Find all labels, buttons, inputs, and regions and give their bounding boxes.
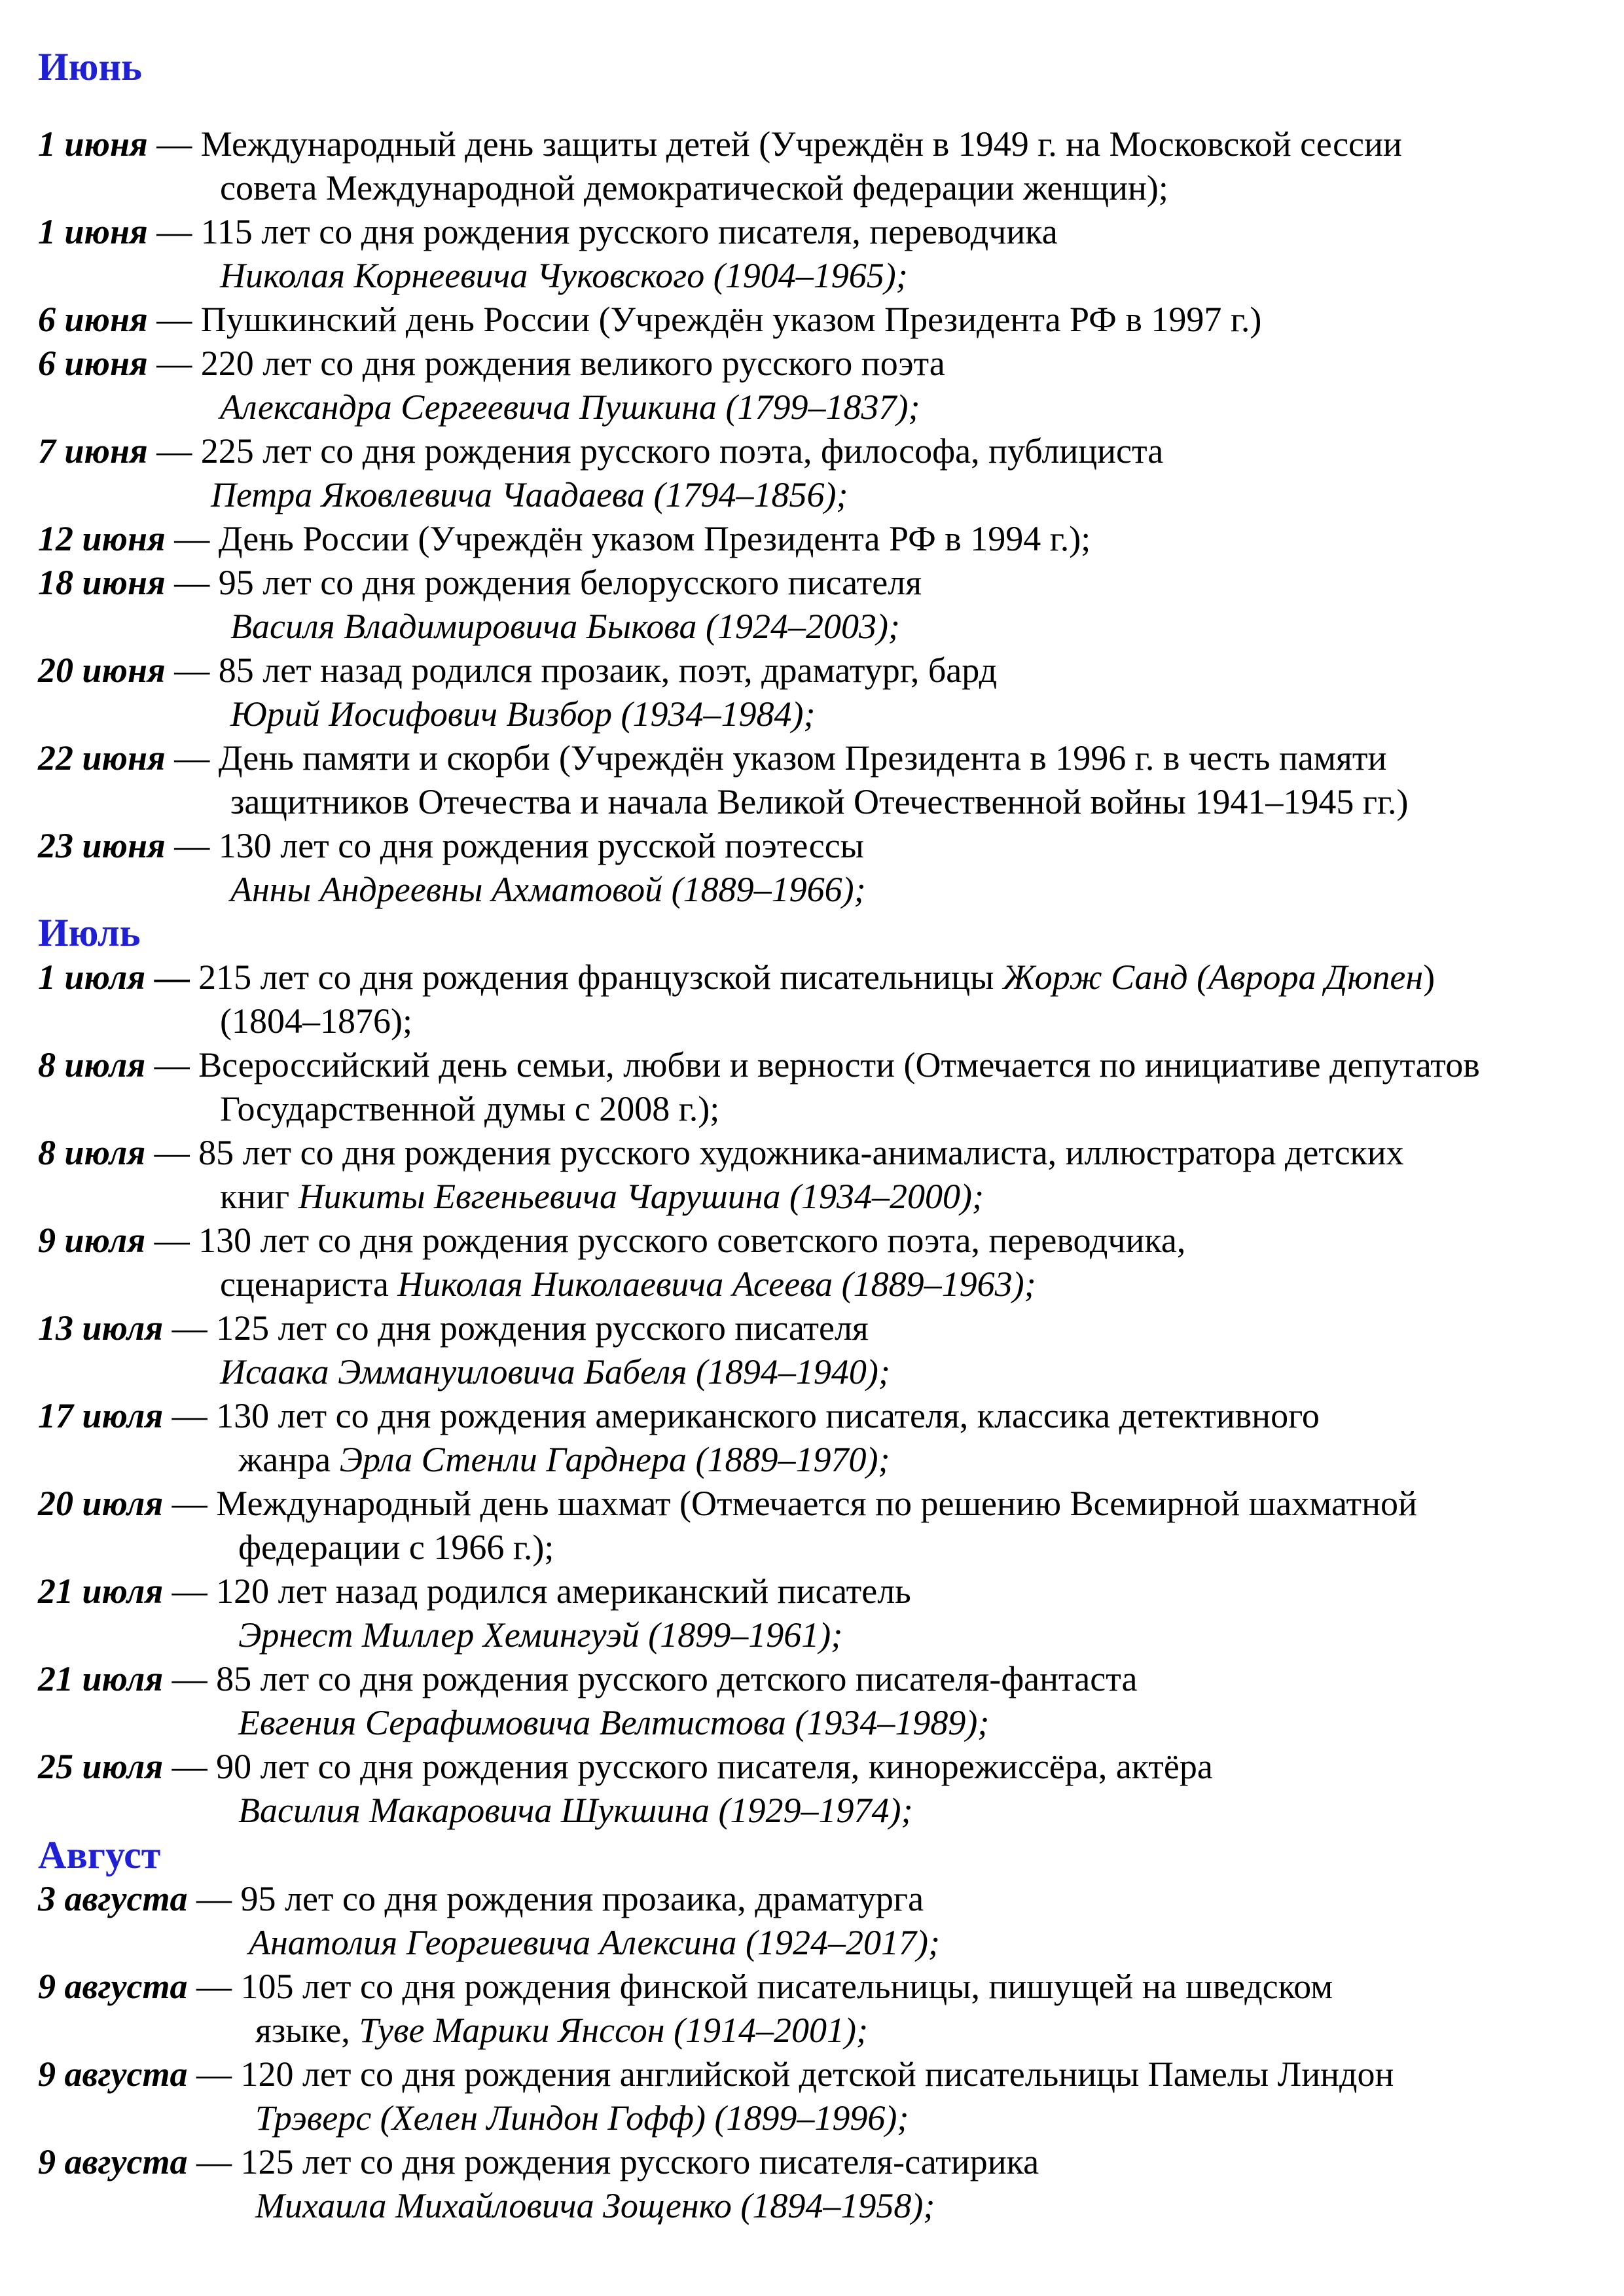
list-item: 1 июня — 115 лет со дня рождения русского писателя, переводчика Николая Корнеевича Чуковского (1904–1965); <box>38 212 1058 295</box>
event-text: День России (Учреждён указом Президента РФ в 1994 г.); <box>218 519 1091 558</box>
event-date: 13 июля <box>38 1308 164 1348</box>
person-name: Василя Владимировича Быкова (1924–2003); <box>230 607 900 646</box>
event-text-cont: федерации с 1966 г.); <box>238 1528 554 1567</box>
event-text: День памяти и скорби (Учреждён указом Президента в 1996 г. в честь памяти <box>218 738 1387 778</box>
list-item: 20 июня — 85 лет назад родился прозаик, поэт, драматург, бард Юрий Иосифович Визбор (1934–1984); <box>38 651 998 734</box>
event-date: 6 июня <box>38 344 148 383</box>
event-date: 1 июня <box>38 124 148 164</box>
event-text: 85 лет назад родился прозаик, поэт, драматург, бард <box>218 651 998 690</box>
event-date: 7 июня <box>38 431 148 471</box>
list-item: 1 июня — Международный день защиты детей (Учреждён в 1949 г. на Московской сессии совета Международной демократической федерации женщин); <box>38 124 1402 207</box>
event-text-cont: сценариста <box>220 1265 398 1304</box>
event-text: 220 лет со дня рождения великого русского поэта <box>200 344 945 383</box>
list-item: 18 июня — 95 лет со дня рождения белорусского писателя Василя Владимировича Быкова (1924–2003); <box>38 563 922 646</box>
event-text-cont: жанра <box>238 1440 340 1479</box>
event-date: 9 августа <box>38 2054 188 2094</box>
event-date: 12 июня <box>38 519 166 558</box>
event-date: 9 августа <box>38 1967 188 2006</box>
event-date: 25 июля <box>38 1747 164 1786</box>
month-heading-june: Июнь <box>38 45 142 88</box>
event-date: 3 августа <box>38 1879 188 1918</box>
list-item: 9 июля — 130 лет со дня рождения русского советского поэта, переводчика, сценариста Николая Николаевича Асеева (1889–1963); <box>38 1221 1186 1304</box>
event-text: 85 лет со дня рождения русского детского писателя-фантаста <box>216 1659 1138 1698</box>
list-item: 21 июля — 120 лет назад родился американский писатель Эрнест Миллер Хемингуэй (1899–1961); <box>38 1571 911 1655</box>
event-date: 9 августа <box>38 2142 188 2181</box>
event-text: Международный день защиты детей (Учреждён в 1949 г. на Московской сессии <box>200 124 1402 164</box>
person-name: Анны Андреевны Ахматовой (1889–1966); <box>230 870 866 909</box>
event-text: 85 лет со дня рождения русского художника-анималиста, иллюстратора детских <box>198 1133 1404 1172</box>
person-name: Эрнест Миллер Хемингуэй (1899–1961); <box>238 1615 843 1655</box>
event-text: Всероссийский день семьи, любви и верности (Отмечается по инициативе депутатов <box>198 1045 1480 1085</box>
list-item: 12 июня — День России (Учреждён указом Президента РФ в 1994 г.); <box>38 519 1091 558</box>
person-name: Жорж Санд (Аврора Дюпен <box>1002 958 1424 997</box>
person-name: Юрий Иосифович Визбор (1934–1984); <box>230 694 816 734</box>
list-item: 9 августа — 120 лет со дня рождения английской детской писательницы Памелы Линдон Трэверс (Хелен Линдон Гофф) (1899–1996); <box>38 2054 1394 2138</box>
event-date: 20 июня <box>38 651 166 690</box>
list-item: 3 августа — 95 лет со дня рождения прозаика, драматурга Анатолия Георгиевича Алексина (1924–2017); <box>38 1879 940 1962</box>
event-text: Международный день шахмат (Отмечается по решению Всемирной шахматной <box>216 1484 1417 1523</box>
person-name: Евгения Серафимовича Велтистова (1934–1989); <box>238 1703 990 1742</box>
event-text: 120 лет назад родился американский писатель <box>216 1571 911 1611</box>
person-name: Трэверс (Хелен Линдон Гофф) (1899–1996); <box>255 2098 909 2138</box>
event-date: 17 июля <box>38 1396 164 1435</box>
month-heading-july: Июль <box>38 911 141 954</box>
event-text-cont: книг <box>220 1177 298 1216</box>
list-item: 7 июня — 225 лет со дня рождения русского поэта, философа, публициста Петра Яковлевича Чаадаева (1794–1856); <box>38 431 1164 514</box>
event-text: Пушкинский день России (Учреждён указом Президента РФ в 1997 г.) <box>200 300 1262 339</box>
event-date: 6 июня <box>38 300 148 339</box>
event-date: 18 июня <box>38 563 166 602</box>
person-name: Исаака Эммануиловича Бабеля (1894–1940); <box>220 1352 890 1391</box>
event-text-cont: Государственной думы с 2008 г.); <box>220 1089 720 1128</box>
person-name: Михаила Михайловича Зощенко (1894–1958); <box>255 2186 935 2225</box>
month-heading-august: Август <box>38 1833 161 1876</box>
event-date: 21 июля <box>38 1659 164 1698</box>
event-date: 20 июля <box>38 1484 164 1523</box>
event-text: 105 лет со дня рождения финской писательницы, пишущей на шведском <box>240 1967 1333 2006</box>
event-text: 130 лет со дня рождения русского советского поэта, переводчика, <box>198 1221 1186 1260</box>
person-name: Никиты Евгеньевича Чарушина (1934–2000); <box>298 1177 984 1216</box>
list-item: 1 июля — 215 лет со дня рождения французской писательницы Жорж Санд (Аврора Дюпен) (1804–1876); <box>38 958 1435 1041</box>
list-item: 9 августа — 125 лет со дня рождения русского писателя-сатирика Михаила Михайловича Зощенко (1894–1958); <box>38 2142 1039 2225</box>
event-text-cont: (1804–1876); <box>220 1001 412 1041</box>
event-date: 1 июля <box>38 958 146 997</box>
event-date: 22 июня <box>38 738 166 778</box>
list-item: 23 июня — 130 лет со дня рождения русской поэтессы Анны Андреевны Ахматовой (1889–1966); <box>38 826 866 909</box>
event-date: 8 июля <box>38 1045 146 1085</box>
list-item: 9 августа — 105 лет со дня рождения финской писательницы, пишущей на шведском языке, Туве Марики Янссон (1914–2001); <box>38 1967 1333 2050</box>
person-name: Петра Яковлевича Чаадаева (1794–1856); <box>211 475 848 514</box>
list-item: 20 июля — Международный день шахмат (Отмечается по решению Всемирной шахматной федерации с 1966 г.); <box>38 1484 1417 1567</box>
list-item: 22 июня — День памяти и скорби (Учреждён указом Президента в 1996 г. в честь памяти защитников Отечества и начала Великой Отечественной войны 1941–1945 гг.) <box>38 738 1409 821</box>
event-text: 125 лет со дня рождения русского писателя <box>216 1308 869 1348</box>
list-item: 17 июля — 130 лет со дня рождения американского писателя, классика детективного жанра Эрла Стенли Гарднера (1889–1970); <box>38 1396 1320 1479</box>
list-item: 13 июля — 125 лет со дня рождения русского писателя Исаака Эммануиловича Бабеля (1894–1940); <box>38 1308 890 1391</box>
event-date: 9 июля <box>38 1221 146 1260</box>
event-date: 1 июня <box>38 212 148 251</box>
event-date: 23 июня <box>38 826 166 865</box>
person-name: Василия Макаровича Шукшина (1929–1974); <box>238 1791 913 1830</box>
event-text: 120 лет со дня рождения английской детской писательницы Памелы Линдон <box>240 2054 1394 2094</box>
list-item: 8 июля — 85 лет со дня рождения русского художника-анималиста, иллюстратора детских книг Никиты Евгеньевича Чарушина (1934–2000); <box>38 1133 1404 1216</box>
event-text: 115 лет со дня рождения русского писателя, переводчика <box>200 212 1058 251</box>
event-text: 95 лет со дня рождения белорусского писателя <box>218 563 922 602</box>
event-text: 225 лет со дня рождения русского поэта, философа, публициста <box>200 431 1164 471</box>
list-item: 6 июня — 220 лет со дня рождения великого русского поэта Александра Сергеевича Пушкина (1799–1837); <box>38 344 945 427</box>
event-text-cont: совета Международной демократической федерации женщин); <box>220 168 1168 207</box>
person-name: Эрла Стенли Гарднера (1889–1970); <box>339 1440 890 1479</box>
event-date: 8 июля <box>38 1133 146 1172</box>
person-name: Анатолия Георгиевича Алексина (1924–2017); <box>249 1923 940 1962</box>
event-text: 130 лет со дня рождения русской поэтессы <box>218 826 864 865</box>
event-date: 21 июля <box>38 1571 164 1611</box>
list-item: 6 июня — Пушкинский день России (Учреждён указом Президента РФ в 1997 г.) <box>38 300 1262 339</box>
list-item: 8 июля — Всероссийский день семьи, любви и верности (Отмечается по инициативе депутатов Государственной думы с 2008 г.); <box>38 1045 1480 1128</box>
person-name: Александра Сергеевича Пушкина (1799–1837); <box>220 387 920 427</box>
event-text: 95 лет со дня рождения прозаика, драматурга <box>240 1879 924 1918</box>
event-text: 130 лет со дня рождения американского писателя, классика детективного <box>216 1396 1320 1435</box>
person-name: Николая Корнеевича Чуковского (1904–1965); <box>220 256 908 295</box>
list-item: 21 июля — 85 лет со дня рождения русского детского писателя-фантаста Евгения Серафимовича Велтистова (1934–1989); <box>38 1659 1138 1742</box>
event-text-cont: защитников Отечества и начала Великой Отечественной войны 1941–1945 гг.) <box>230 782 1409 821</box>
person-name: Туве Марики Янссон (1914–2001); <box>359 2011 869 2050</box>
list-item: 25 июля — 90 лет со дня рождения русского писателя, кинорежиссёра, актёра Василия Макаровича Шукшина (1929–1974); <box>38 1747 1213 1830</box>
event-text: 125 лет со дня рождения русского писателя-сатирика <box>240 2142 1039 2181</box>
event-text: 90 лет со дня рождения русского писателя, кинорежиссёра, актёра <box>216 1747 1213 1786</box>
event-text: 215 лет со дня рождения французской писательницы <box>198 958 1003 997</box>
person-name: Николая Николаевича Асеева (1889–1963); <box>397 1265 1036 1304</box>
event-text-cont: языке, <box>255 2011 359 2050</box>
